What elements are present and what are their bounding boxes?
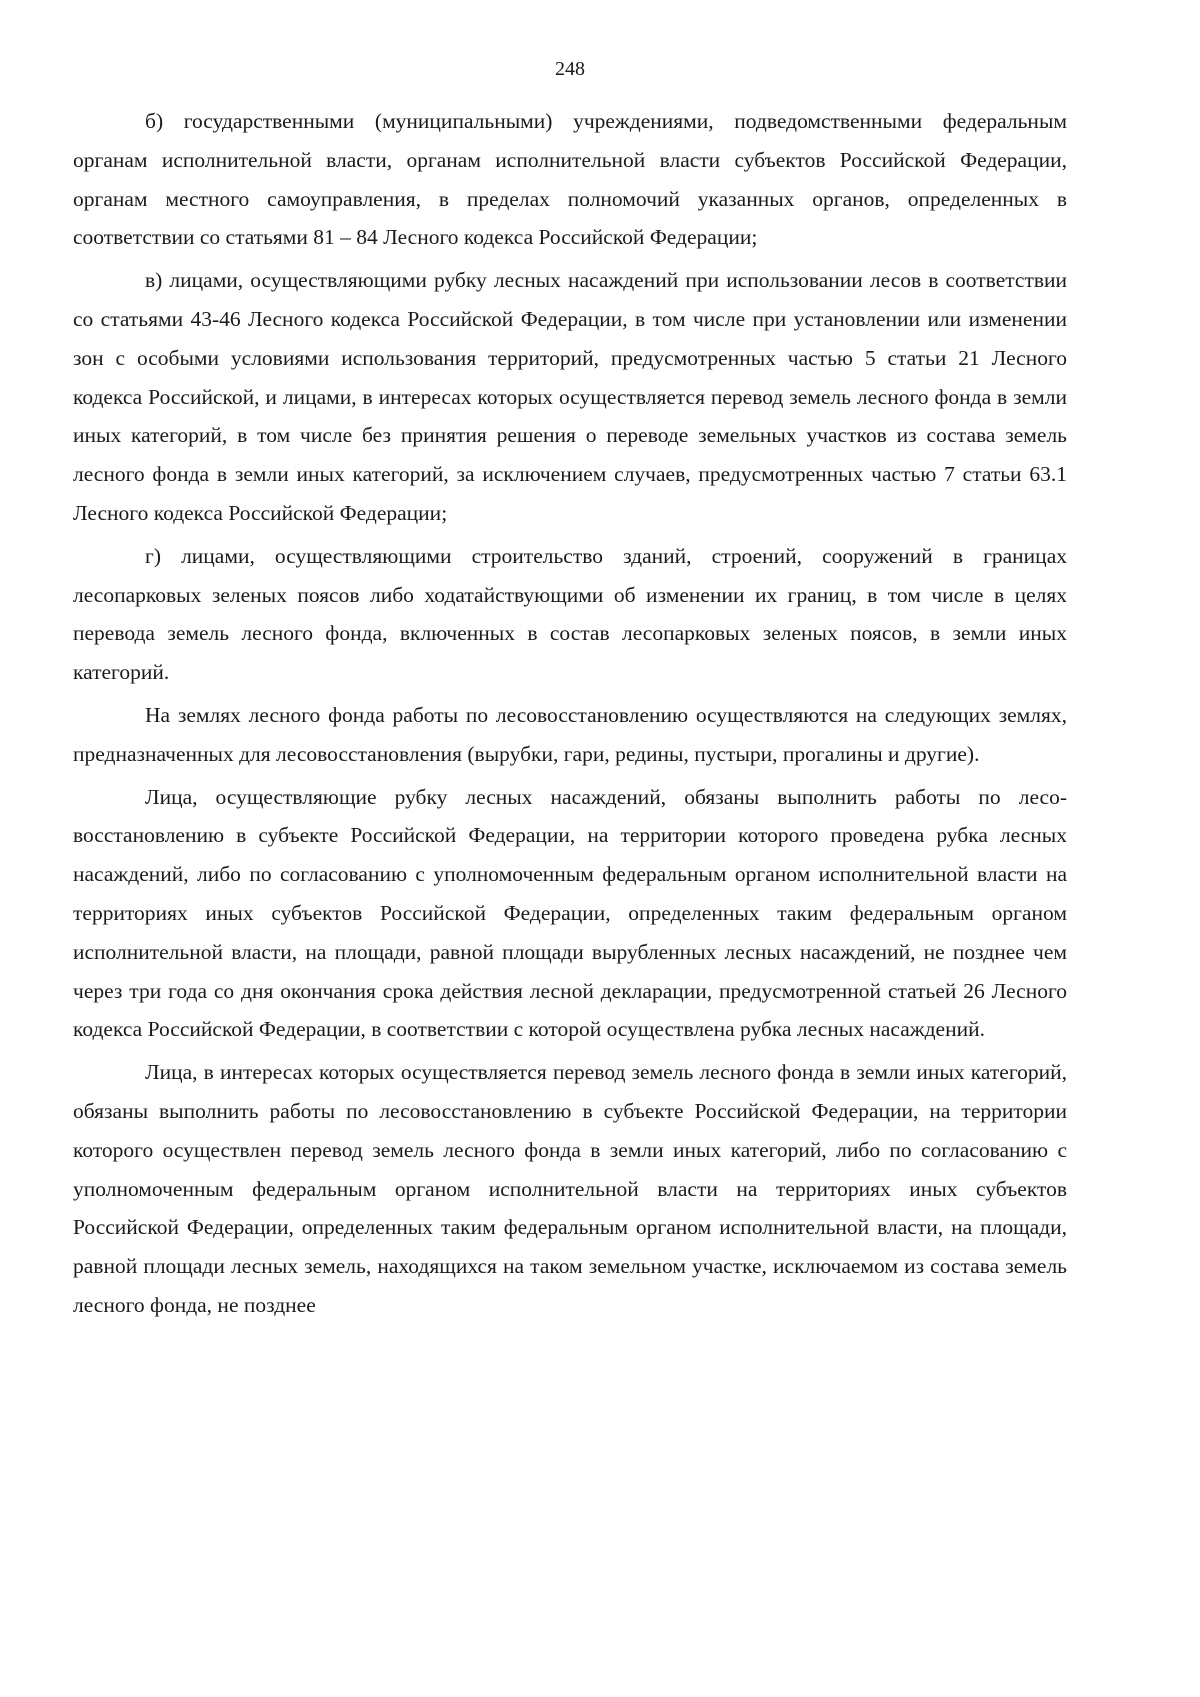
paragraph-felling-obligations: Лица, осуществляющие рубку лесных насаждений, обязаны выполнить работы по лесовосстановлению в субъекте Российской Федерации, на территории которого проведена рубка лесных насаждений, либо по согласованию с уполномоченным федеральным органом исполнительной власти на территориях иных субъектов Российской Федерации, определенных таким федеральным органом исполнительной власти, на площади, равной площади вырубленных лесных насаждений, не позднее чем через три года со дня окончания срока действия лесной декларации, предусмотренной статьей 26 Лесного кодекса Российской Федерации, в соответствии с которой осуществлена рубка лесных насаждений. bbox=[73, 784, 1067, 1042]
document-body bbox=[73, 102, 1067, 1325]
paragraph-transfer-obligations: Лица, в интересах которых осуществляется перевод земель лесного фонда в земли иных категорий, обязаны выполнить работы по лесовосстановлению в субъекте Российской Федерации, на территории которого осуществлен перевод земель лесного фонда в земли иных категорий, либо по согласованию с уполномоченным федеральным органом исполнительной власти на территориях иных субъектов Российской Федерации, определенных таким федеральным органом исполнительной власти, на площади, равной площади лесных земель, находящихся на таком земельном участке, исключаемом из состава земель лесного фонда, не позднее bbox=[73, 1060, 1067, 1317]
paragraph-forest-lands: На землях лесного фонда работы по лесовосстановлению осуществляются на следующих землях, предназначенных для лесовосстановления (вырубки, гари, редины, пустыри, прогалины и другие). bbox=[73, 702, 1067, 766]
page-number: 248 bbox=[555, 58, 585, 80]
paragraph-b: б) государственными (муниципальными) учреждениями, подведомственными федеральным органам исполнительной власти, органам исполнительной власти субъектов Российской Федерации, органам местного самоуправления, в пределах полномочий указанных органов, определенных в соответствии со статьями 81 – 84 Лесного кодекса Российской Федерации; bbox=[73, 109, 1067, 250]
paragraph-g: г) лицами, осуществляющими строительство зданий, строений, сооружений в границах лесопарковых зеленых поясов либо ходатайствующими об изменении их границ, в том числе в целях перевода земель лесного фонда, включенных в состав лесопарковых зеленых поясов, в земли иных категорий. bbox=[73, 543, 1067, 685]
paragraph-v: в) лицами, осуществляющими рубку лесных насаждений при использовании лесов в соответствии со статьями 43-46 Лесного кодекса Российской Федерации, в том числе при установлении или изменении зон с особыми условиями использования территорий, предусмотренных частью 5 статьи 21 Лесного кодекса Российской, и лицами, в интересах которых осуществляется перевод земель лесного фонда в земли иных категорий, в том числе без принятия решения о переводе земельных участков из состава земель лесного фонда в земли иных категорий, за исключением случаев, предусмотренных частью 7 статьи 63.1 Лесного кодекса Российской Федерации; bbox=[73, 268, 1067, 525]
